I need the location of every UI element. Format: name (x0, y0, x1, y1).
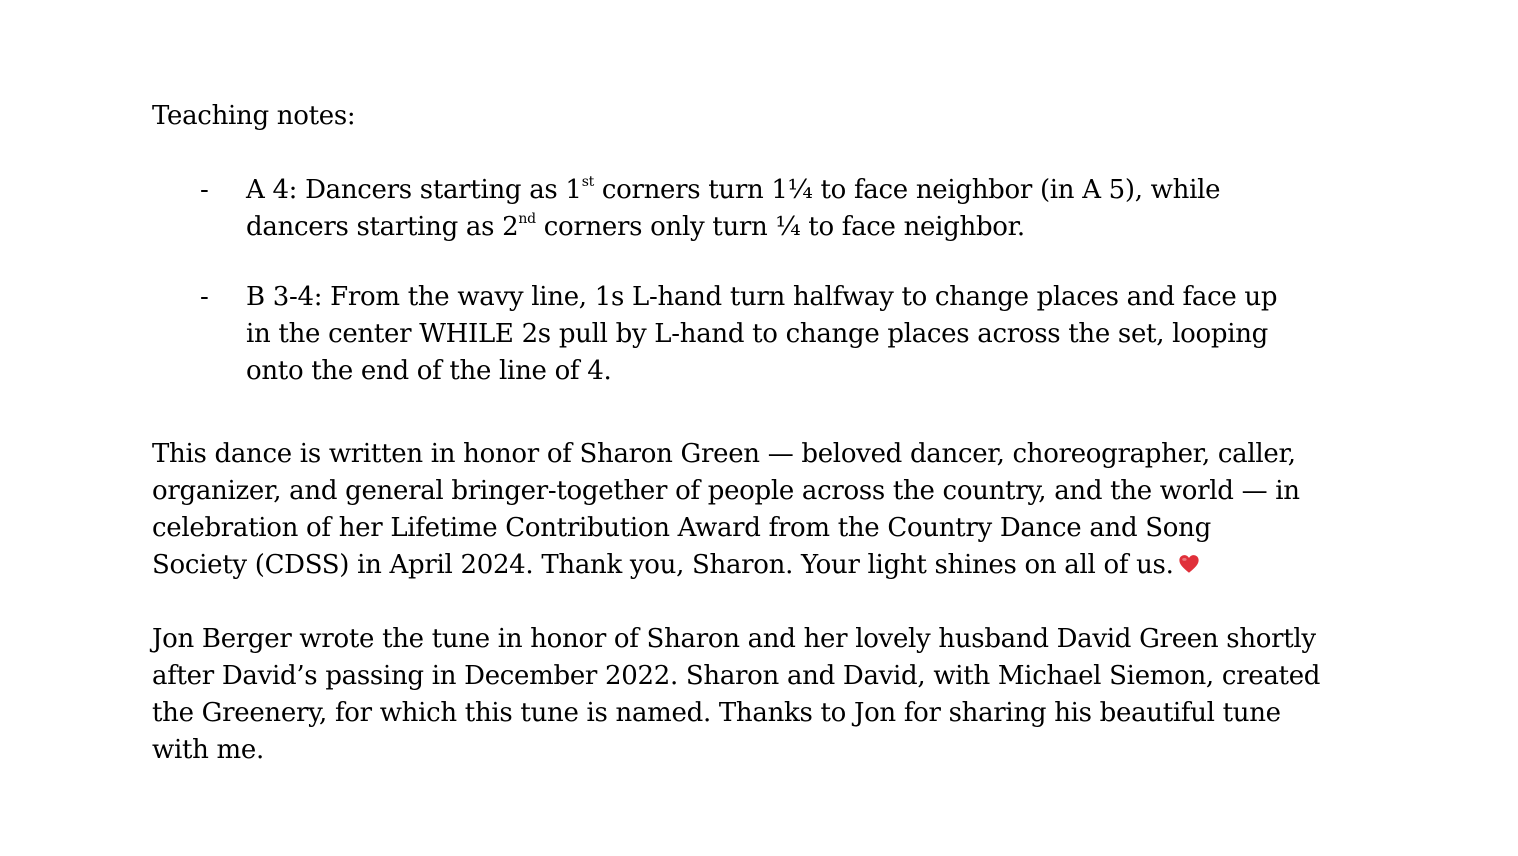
paragraph-line: after David’s passing in December 2022. Sharon and David, with Michael Siemon, created (152, 661, 1321, 691)
teaching-notes-heading: Teaching notes: (152, 101, 356, 131)
text-run: A 4: Dancers starting as 1 (246, 175, 582, 205)
tune-credit-paragraph (152, 621, 1412, 769)
text-run: corners turn 1¼ to face neighbor (in A 5), while (593, 175, 1221, 205)
paragraph-line: celebration of her Lifetime Contribution Award from the Country Dance and Song (152, 513, 1211, 543)
bullet-line (246, 209, 1220, 246)
bullet-line: onto the end of the line of 4. (246, 356, 612, 386)
paragraph-line (152, 547, 1412, 584)
bullet-body (246, 279, 1277, 390)
red-heart-icon (1178, 553, 1200, 575)
paragraph-line: organizer, and general bringer-together of people across the country, and the world — in (152, 476, 1300, 506)
text-run: corners only turn ¼ to face neighbor. (535, 212, 1025, 242)
paragraph-line: This dance is written in honor of Sharon Green — beloved dancer, choreographer, caller, (152, 439, 1296, 469)
bullet-line: B 3-4: From the wavy line, 1s L-hand turn halfway to change places and face up (246, 282, 1278, 312)
bullet-line: in the center WHILE 2s pull by L-hand to change places across the set, looping (246, 319, 1268, 349)
bullet-marker: - (200, 175, 209, 205)
bullet-body (246, 172, 1220, 246)
superscript: st (581, 174, 594, 191)
paragraph-line: the Greenery, for which this tune is named. Thanks to Jon for sharing his beautiful tune (152, 698, 1281, 728)
text-run: Society (CDSS) in April 2024. Thank you, Sharon. Your light shines on all of us. (152, 550, 1174, 580)
bullet-line (246, 172, 1220, 209)
dedication-paragraph (152, 436, 1412, 584)
bullet-marker: - (200, 282, 209, 312)
superscript: nd (518, 211, 536, 228)
paragraph-line: Jon Berger wrote the tune in honor of Sharon and her lovely husband David Green shortly (152, 624, 1316, 654)
text-run: dancers starting as 2 (246, 212, 519, 242)
paragraph-line: with me. (152, 735, 264, 765)
